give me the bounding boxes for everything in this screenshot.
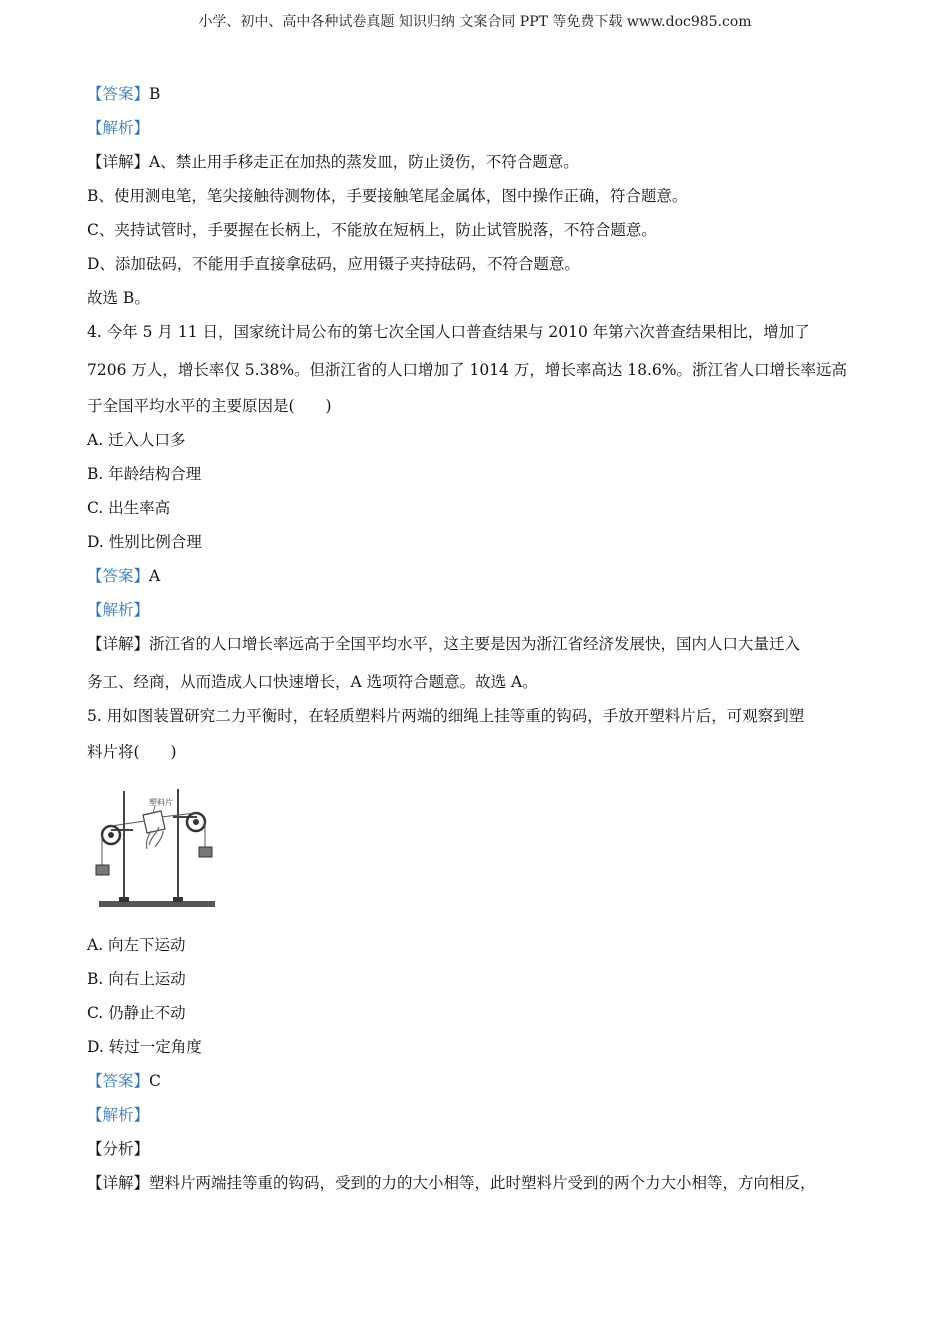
q4-option-a: A. 迁入人口多 [87, 431, 186, 449]
figure-label: 塑料片 [149, 798, 173, 807]
q5-detail-line: 【详解】塑料片两端挂等重的钩码，受到的力的大小相等，此时塑料片受到的两个力大小相等，方向相反， [87, 1174, 816, 1192]
q4-option-d: D. 性别比例合理 [87, 533, 202, 551]
q3-detail-c: C、夹持试管时，手要握在长柄上，不能放在短柄上，防止试管脱落，不符合题意。 [87, 221, 657, 239]
q4-option-b: B. 年龄结构合理 [87, 465, 202, 483]
q4-option-c: C. 出生率高 [87, 499, 171, 517]
q4-analysis-tag: 【解析】 [87, 601, 150, 619]
q4-answer: A [149, 567, 161, 585]
q5-fenxi-tag: 【分析】 [87, 1140, 150, 1158]
q3-detail-b: B、使用测电笔，笔尖接触待测物体，手要接触笔尾金属体，图中操作正确，符合题意。 [87, 187, 688, 205]
q3-answer: B [149, 85, 161, 103]
q3-analysis-tag: 【解析】 [87, 119, 150, 137]
two-force-balance-apparatus-figure [93, 785, 223, 913]
q5-option-d: D. 转过一定角度 [87, 1038, 202, 1056]
q4-stem-2: 7206 万人，增长率仅 5.38%。但浙江省的人口增加了 1014 万，增长率高达 18.6%。浙江省人口增长率远高 [87, 361, 848, 379]
q3-conclusion: 故选 B。 [87, 289, 150, 307]
answer-tag: 【答案】 [87, 85, 150, 103]
q5-option-a: A. 向左下运动 [87, 936, 186, 954]
q4-stem-1: 4. 今年 5 月 11 日，国家统计局公布的第七次全国人口普查结果与 2010 年第六次普查结果相比，增加了 [87, 323, 810, 341]
q4-detail-line: 【详解】浙江省的人口增长率远高于全国平均水平，这主要是因为浙江省经济发展快，国内人口大量迁入 [87, 635, 801, 653]
apparatus-base [99, 901, 215, 907]
q5-stem-1: 5. 用如图装置研究二力平衡时，在轻质塑料片两端的细绳上挂等重的钩码，手放开塑料片后，可观察到塑 [87, 707, 805, 725]
q5-answer-line: 【答案】C [87, 1072, 161, 1090]
q5-stem-2: 料片将( ) [87, 743, 177, 761]
q4-detail-2: 务工、经商，从而造成人口快速增长，A 选项符合题意。故选 A。 [87, 673, 538, 691]
plastic-sheet [143, 811, 165, 833]
right-weight [199, 847, 212, 857]
q4-answer-line: 【答案】A [87, 567, 161, 585]
page-header: 小学、初中、高中各种试卷真题 知识归纳 文案合同 PPT 等免费下载 www.doc985.com [198, 14, 752, 30]
q3-answer-line [87, 84, 160, 104]
q5-option-c: C. 仍静止不动 [87, 1004, 186, 1022]
q5-option-b: B. 向右上运动 [87, 970, 186, 988]
q5-answer: C [149, 1072, 161, 1090]
detail-tag: 【详解】 [87, 153, 150, 171]
q4-stem-3: 于全国平均水平的主要原因是( ) [87, 397, 332, 415]
q3-detail-line: 【详解】A、禁止用手移走正在加热的蒸发皿，防止烫伤，不符合题意。 [87, 153, 579, 171]
q3-detail-d: D、添加砝码，不能用手直接拿砝码，应用镊子夹持砝码，不符合题意。 [87, 255, 580, 273]
left-weight [96, 865, 109, 875]
q5-analysis-tag: 【解析】 [87, 1106, 150, 1124]
